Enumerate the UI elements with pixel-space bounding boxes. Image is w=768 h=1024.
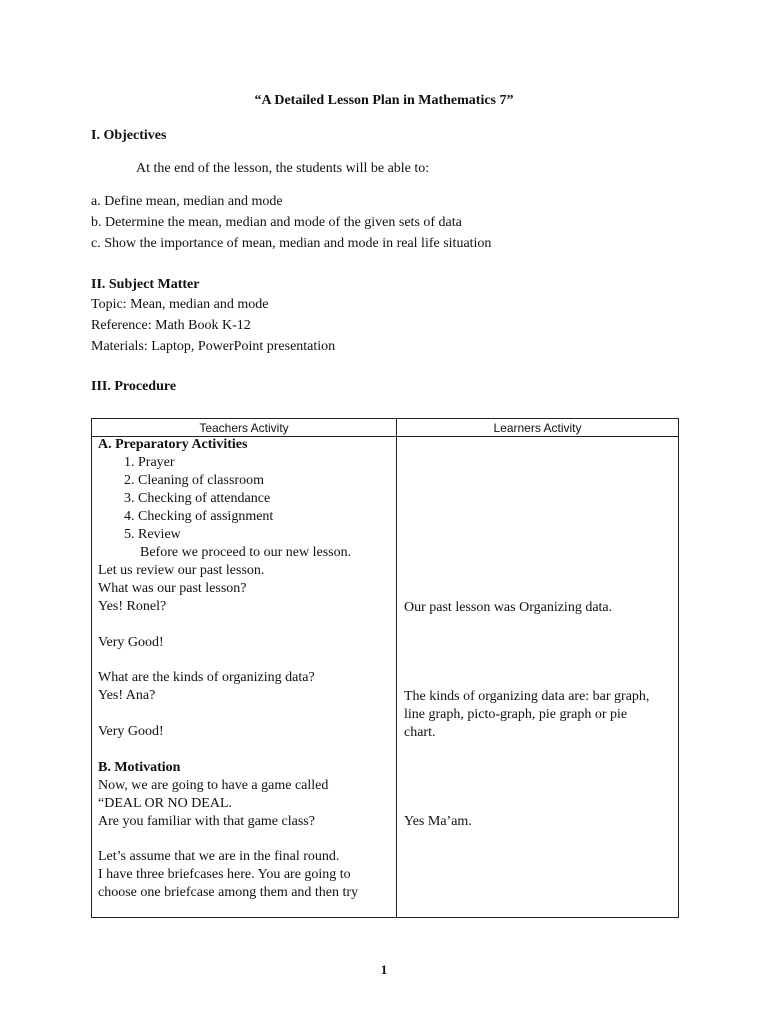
procedure-heading: III. Procedure xyxy=(91,379,177,394)
objective-item: a. Define mean, median and mode xyxy=(91,194,283,209)
review-line: Let us review our past lesson. xyxy=(98,563,265,578)
document-title: “A Detailed Lesson Plan in Mathematics 7” xyxy=(254,93,514,108)
learner-activity-cell xyxy=(397,437,679,918)
objectives-heading: I. Objectives xyxy=(91,128,167,143)
column-header-learner: Learners Activity xyxy=(397,419,679,437)
table-row xyxy=(92,437,679,918)
learner-answer: The kinds of organizing data are: bar graph, xyxy=(404,689,650,704)
prep-item: 1. Prayer xyxy=(124,455,175,470)
prep-item: 3. Checking of attendance xyxy=(124,491,271,506)
table-header-row xyxy=(92,419,679,437)
motivation-line: “DEAL OR NO DEAL. xyxy=(98,796,233,811)
objective-item: b. Determine the mean, median and mode of the given sets of data xyxy=(91,215,462,230)
subject-reference: Reference: Math Book K-12 xyxy=(91,318,251,333)
objectives-intro: At the end of the lesson, the students will be able to: xyxy=(136,161,430,176)
final-round-line: I have three briefcases here. You are going to xyxy=(98,867,351,882)
subject-materials: Materials: Laptop, PowerPoint presentation xyxy=(91,339,336,354)
learner-answer: chart. xyxy=(404,725,436,740)
kinds-question-line: What are the kinds of organizing data? xyxy=(98,670,315,685)
preparatory-heading: A. Preparatory Activities xyxy=(98,437,248,452)
motivation-heading: B. Motivation xyxy=(98,760,181,775)
prep-item: 2. Cleaning of classroom xyxy=(124,473,264,488)
objective-item: c. Show the importance of mean, median and mode in real life situation xyxy=(91,236,492,251)
motivation-line: Now, we are going to have a game called xyxy=(98,778,329,793)
review-line: Before we proceed to our new lesson. xyxy=(140,545,352,560)
motivation-line: Are you familiar with that game class? xyxy=(98,814,315,829)
prep-item: 5. Review xyxy=(124,527,181,542)
learner-answer: line graph, picto-graph, pie graph or pie xyxy=(404,707,628,722)
final-round-line: choose one briefcase among them and then try xyxy=(98,885,359,900)
subject-topic: Topic: Mean, median and mode xyxy=(91,297,269,312)
procedure-table xyxy=(91,418,679,918)
praise-line: Very Good! xyxy=(98,724,164,739)
learner-answer: Yes Ma’am. xyxy=(404,814,472,829)
prep-item: 4. Checking of assignment xyxy=(124,509,274,524)
subject-matter-heading: II. Subject Matter xyxy=(91,277,200,292)
page-number: 1 xyxy=(380,962,388,977)
teacher-activity-cell xyxy=(92,437,397,918)
kinds-question-line: Yes! Ana? xyxy=(98,688,156,703)
review-line: What was our past lesson? xyxy=(98,581,247,596)
review-line: Yes! Ronel? xyxy=(98,599,167,614)
praise-line: Very Good! xyxy=(98,635,164,650)
learner-answer: Our past lesson was Organizing data. xyxy=(404,600,613,615)
column-header-teacher: Teachers Activity xyxy=(92,419,397,437)
final-round-line: Let’s assume that we are in the final round. xyxy=(98,849,340,864)
